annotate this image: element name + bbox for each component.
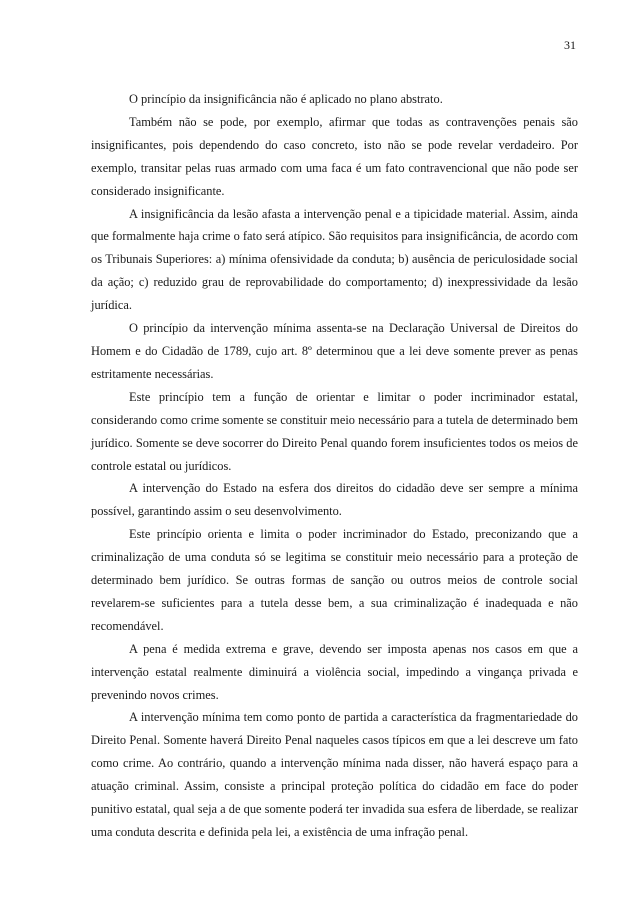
- paragraph: O princípio da insignificância não é aplicado no plano abstrato.: [129, 92, 443, 106]
- paragraph: Este princípio orienta e limita o poder incriminador do Estado, preconizando que a criminalização de uma conduta só se legitima se constituir meio necessário para a proteção de determinado bem jurídico. Se outras formas de sanção ou outros meios de controle social revelarem-se suficientes para a tutela desse bem, a sua criminalização é inadequada e não recomendável.: [91, 527, 578, 633]
- paragraph: A pena é medida extrema e grave, devendo ser imposta apenas nos casos em que a intervenção estatal realmente diminuirá a violência social, impedindo a vingança privada e prevenindo novos crimes.: [91, 641, 578, 702]
- paragraph: A intervenção do Estado na esfera dos direitos do cidadão deve ser sempre a mínima possível, garantindo assim o seu desenvolvimento.: [91, 481, 578, 519]
- paragraph: A insignificância da lesão afasta a intervenção penal e a tipicidade material. Assim, ainda que formalmente haja crime o fato será atípico. São requisitos para insignificância, de acordo com os Tribunais Superiores: a) mínima ofensividade da conduta; b) ausência de periculosidade social da ação; c) reduzido grau de reprovabilidade do comportamento; d) inexpressividade da lesão jurídica.: [91, 206, 578, 313]
- paragraph: O princípio da intervenção mínima assenta-se na Declaração Universal de Direitos do Homem e do Cidadão de 1789, cujo art. 8º determinou que a lei deve somente prever as penas estritamente necessárias.: [91, 321, 578, 381]
- body-text: [91, 88, 578, 844]
- paragraph: Este princípio tem a função de orientar e limitar o poder incriminador estatal, considerando como crime somente se constituir meio necessário para a tutela de determinado bem jurídico. Somente se deve socorrer do Direito Penal quando forem insuficientes todos os meios de controle estatal ou jurídicos.: [91, 389, 578, 473]
- page-number: 31: [564, 38, 576, 52]
- paragraph: Também não se pode, por exemplo, afirmar que todas as contravenções penais são insignificantes, pois dependendo do caso concreto, isto não se pode revelar verdadeiro. Por exemplo, transitar pelas ruas armado com uma faca é um fato contravencional que não pode ser considerado insignificante.: [91, 114, 578, 198]
- paragraph: A intervenção mínima tem como ponto de partida a característica da fragmentariedade do Direito Penal. Somente haverá Direito Penal naqueles casos típicos em que a lei descreve um fato como crime. Ao contrário, quando a intervenção mínima nada disser, não haverá espaço para a atuação criminal. Assim, consiste a principal proteção política do cidadão em face do poder punitivo estatal, qual seja a de que somente poderá ter invadida sua esfera de liberdade, se realizar uma conduta descrita e definida pela lei, a existência de uma infração penal.: [91, 710, 578, 839]
